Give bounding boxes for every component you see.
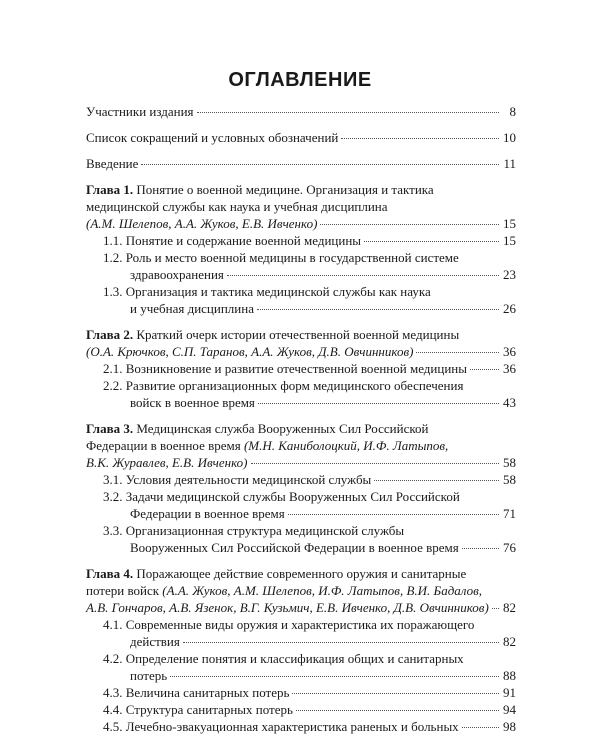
chapter-authors: (О.А. Крючков, С.П. Таранов, А.А. Жуков, Д.В. Овчинников) xyxy=(86,344,414,359)
toc-section-1-2[interactable] xyxy=(86,249,516,283)
page-number: 58 xyxy=(503,472,516,487)
toc-section-4-1[interactable] xyxy=(86,616,516,650)
section-title-cont: Вооруженных Сил Российской Федерации в военное время xyxy=(130,540,459,555)
toc-section-3-2[interactable] xyxy=(86,488,516,522)
chapter-authors-start: (А.А. Жуков, А.М. Шелепов, И.Ф. Латыпов, В.И. Бадалов, xyxy=(162,583,482,598)
entry-title: Список сокращений и условных обозначений xyxy=(86,130,339,145)
section-title-cont: и учебная дисциплина xyxy=(130,301,254,316)
chapter-label: Глава 1. xyxy=(86,182,134,197)
entry-title: Введение xyxy=(86,156,139,171)
page-number: 94 xyxy=(503,702,516,717)
toc-section-3-1[interactable] xyxy=(86,471,516,488)
page-number: 88 xyxy=(503,668,516,683)
toc-entry-contributors[interactable] xyxy=(86,103,516,120)
toc-section-4-4[interactable] xyxy=(86,701,516,718)
table-of-contents xyxy=(86,103,516,744)
section-number: 3.2. xyxy=(103,489,123,504)
leader-dots xyxy=(197,112,499,113)
section-title: Структура санитарных потерь xyxy=(125,702,293,717)
leader-dots xyxy=(374,480,499,481)
section-number: 1.2. xyxy=(103,250,123,265)
section-title: Задачи медицинской службы Вооруженных Сил Российской xyxy=(125,489,460,504)
leader-dots xyxy=(251,463,500,464)
chapter-authors: А.В. Гончаров, А.В. Язенок, В.Г. Кузьмич, Е.В. Ивченко, Д.В. Овчинников) xyxy=(86,600,489,615)
section-number: 2.2. xyxy=(103,378,123,393)
toc-entry-abbreviations[interactable] xyxy=(86,129,516,146)
leader-dots xyxy=(470,369,499,370)
toc-chapter-heading[interactable] xyxy=(86,181,516,232)
page-title: ОГЛАВЛЕНИЕ xyxy=(228,69,372,91)
toc-section-4-3[interactable] xyxy=(86,684,516,701)
section-number: 4.4. xyxy=(103,702,123,717)
leader-dots xyxy=(288,514,499,515)
chapter-title-line2: потери войск xyxy=(86,583,160,598)
leader-dots xyxy=(258,403,499,404)
section-title: Понятие и содержание военной медицины xyxy=(125,233,362,248)
section-title: Современные виды оружия и характеристика их поражающего xyxy=(125,617,475,632)
section-number: 4.2. xyxy=(103,651,123,666)
chapter-label: Глава 4. xyxy=(86,566,134,581)
section-title: Роль и место военной медицины в государственной системе xyxy=(125,250,459,265)
section-title: Развитие организационных форм медицинского обеспечения xyxy=(125,378,464,393)
chapter-authors: В.К. Журавлев, Е.В. Ивченко) xyxy=(86,455,248,470)
page-number: 91 xyxy=(503,685,516,700)
chapter-authors-start: (М.Н. Каниболоцкий, И.Ф. Латыпов, xyxy=(243,438,449,453)
page-number: 23 xyxy=(503,267,516,282)
chapter-title-line1: Медицинская служба Вооруженных Сил Российской xyxy=(136,421,429,436)
leader-dots xyxy=(296,710,499,711)
chapter-title-line1: Понятие о военной медицине. Организация и тактика xyxy=(136,182,434,197)
page-number: 15 xyxy=(503,233,516,248)
page-number: 11 xyxy=(503,156,516,171)
section-title: Организация и тактика медицинской службы как наука xyxy=(125,284,431,299)
chapter-title-line1: Краткий очерк истории отечественной военной медицины xyxy=(136,327,460,342)
toc-section-2-1[interactable] xyxy=(86,360,516,377)
section-number: 3.1. xyxy=(103,472,123,487)
leader-dots xyxy=(364,241,499,242)
page-number: 43 xyxy=(503,395,516,410)
section-title-cont: Федерации в военное время xyxy=(130,506,285,521)
chapter-label: Глава 3. xyxy=(86,421,134,436)
toc-chapter-1 xyxy=(86,181,516,317)
section-number: 1.1. xyxy=(103,233,123,248)
section-number: 1.3. xyxy=(103,284,123,299)
toc-section-1-3[interactable] xyxy=(86,283,516,317)
leader-dots xyxy=(341,138,499,139)
leader-dots xyxy=(292,693,499,694)
toc-chapter-3 xyxy=(86,420,516,556)
toc-chapter-heading[interactable] xyxy=(86,420,516,471)
toc-section-3-3[interactable] xyxy=(86,522,516,556)
section-title: Условия деятельности медицинской службы xyxy=(125,472,372,487)
leader-dots xyxy=(416,352,499,353)
entry-title: Участники издания xyxy=(86,104,194,119)
page-number: 8 xyxy=(509,104,516,119)
leader-dots xyxy=(320,224,499,225)
leader-dots xyxy=(257,309,499,310)
chapter-title-line2: медицинской службы как наука и учебная дисциплина xyxy=(86,199,388,214)
section-title-cont: войск в военное время xyxy=(130,395,255,410)
page-number: 26 xyxy=(503,301,516,316)
section-title: Величина санитарных потерь xyxy=(125,685,290,700)
page-number: 71 xyxy=(503,506,516,521)
page-number: 15 xyxy=(503,216,516,231)
page-number: 76 xyxy=(503,540,516,555)
page-number: 10 xyxy=(503,130,516,145)
toc-chapter-2 xyxy=(86,326,516,411)
section-title-cont: здравоохранения xyxy=(130,267,224,282)
leader-dots xyxy=(141,164,499,165)
leader-dots xyxy=(183,642,499,643)
toc-chapter-heading[interactable] xyxy=(86,326,516,360)
section-title: Лечебно-эвакуационная характеристика раненых и больных xyxy=(125,719,459,734)
leader-dots xyxy=(492,608,499,609)
toc-section-1-1[interactable] xyxy=(86,232,516,249)
section-number: 2.1. xyxy=(103,361,123,376)
section-title: Организационная структура медицинской службы xyxy=(125,523,405,538)
toc-chapter-heading[interactable] xyxy=(86,565,516,616)
section-title-cont: потерь xyxy=(130,668,168,683)
section-title: Возникновение и развитие отечественной военной медицины xyxy=(125,361,467,376)
section-title: Определение понятия и классификация общих и санитарных xyxy=(125,651,464,666)
page-number: 58 xyxy=(503,455,516,470)
chapter-authors: (А.М. Шелепов, А.А. Жуков, Е.В. Ивченко) xyxy=(86,216,318,231)
leader-dots xyxy=(227,275,499,276)
leader-dots xyxy=(462,548,499,549)
page-number: 82 xyxy=(503,634,516,649)
section-number: 4.3. xyxy=(103,685,123,700)
toc-entry-introduction[interactable] xyxy=(86,155,516,172)
page-number: 82 xyxy=(503,600,516,615)
toc-section-4-2[interactable] xyxy=(86,650,516,684)
leader-dots xyxy=(170,676,499,677)
page-number: 36 xyxy=(503,344,516,359)
chapter-title-line2: Федерации в военное время xyxy=(86,438,241,453)
chapter-title-line1: Поражающее действие современного оружия и санитарные xyxy=(136,566,467,581)
toc-section-4-5[interactable] xyxy=(86,718,516,735)
toc-chapter-4 xyxy=(86,565,516,735)
page-number: 98 xyxy=(503,719,516,734)
section-number: 4.5. xyxy=(103,719,123,734)
section-number: 3.3. xyxy=(103,523,123,538)
page-number: 36 xyxy=(503,361,516,376)
leader-dots xyxy=(462,727,499,728)
section-title-cont: действия xyxy=(130,634,180,649)
toc-section-2-2[interactable] xyxy=(86,377,516,411)
section-number: 4.1. xyxy=(103,617,123,632)
chapter-label: Глава 2. xyxy=(86,327,134,342)
